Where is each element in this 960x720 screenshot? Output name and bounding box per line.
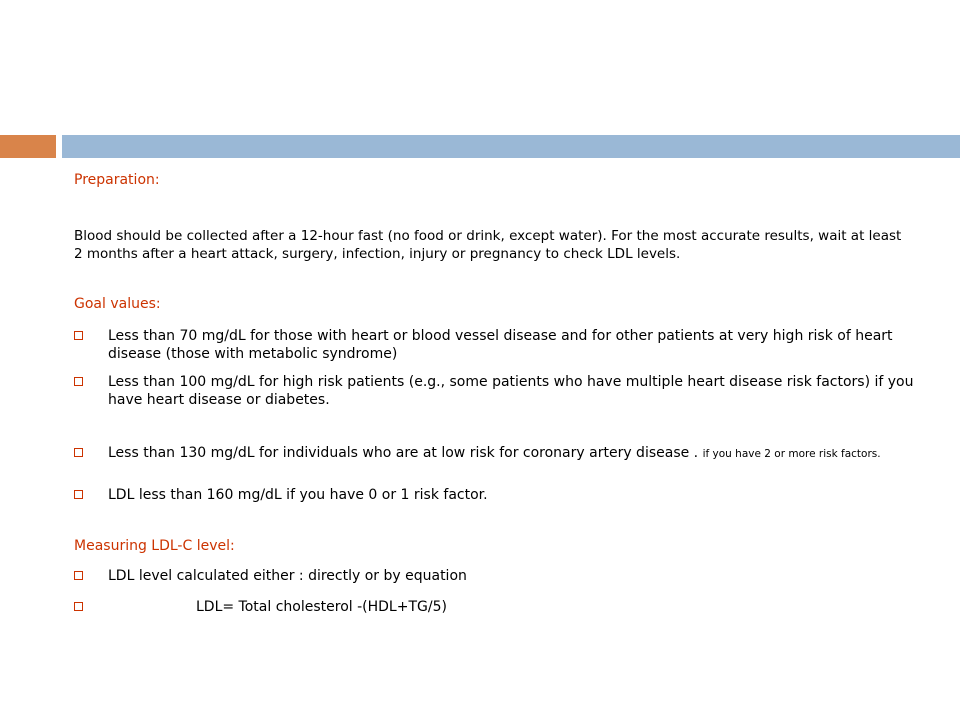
- preparation-heading: Preparation:: [74, 172, 160, 188]
- goal-item-1: [74, 327, 914, 363]
- measuring-heading: Measuring LDL-C level:: [74, 538, 235, 554]
- bullet-square-icon: [74, 377, 83, 386]
- measuring-item-2: [74, 598, 914, 616]
- goal-item-2: [74, 373, 914, 409]
- goal-item-3: [74, 444, 914, 463]
- goal-item-text: Less than 100 mg/dL for high risk patients (e.g., some patients who have multiple heart disease risk factors) if you have heart disease or diabetes.: [108, 374, 914, 408]
- bullet-square-icon: [74, 331, 83, 340]
- bullet-square-icon: [74, 490, 83, 499]
- measuring-item-text: LDL= Total cholesterol -(HDL+TG/5): [196, 599, 447, 615]
- goal-values-heading: Goal values:: [74, 296, 161, 312]
- bullet-square-icon: [74, 602, 83, 611]
- measuring-item-text: LDL level calculated either : directly or by equation: [108, 568, 467, 584]
- goal-item-4: [74, 486, 914, 504]
- goal-item-text-small: if you have 2 or more risk factors.: [702, 448, 881, 460]
- bullet-square-icon: [74, 448, 83, 457]
- measuring-item-1: [74, 567, 914, 585]
- goal-item-text-main: Less than 130 mg/dL for individuals who are at low risk for coronary artery disease .: [108, 445, 703, 461]
- goal-item-text: Less than 70 mg/dL for those with heart or blood vessel disease and for other patients at very high risk of heart disease (those with metabolic syndrome): [108, 328, 893, 362]
- goal-item-text: [108, 444, 914, 463]
- goal-item-text: LDL less than 160 mg/dL if you have 0 or 1 risk factor.: [108, 487, 488, 503]
- preparation-body: Blood should be collected after a 12-hour fast (no food or drink, except water). For the most accurate results, wait at least 2 months after a heart attack, surgery, infection, injury or pregnancy to check LDL levels.: [74, 228, 902, 262]
- bullet-square-icon: [74, 571, 83, 580]
